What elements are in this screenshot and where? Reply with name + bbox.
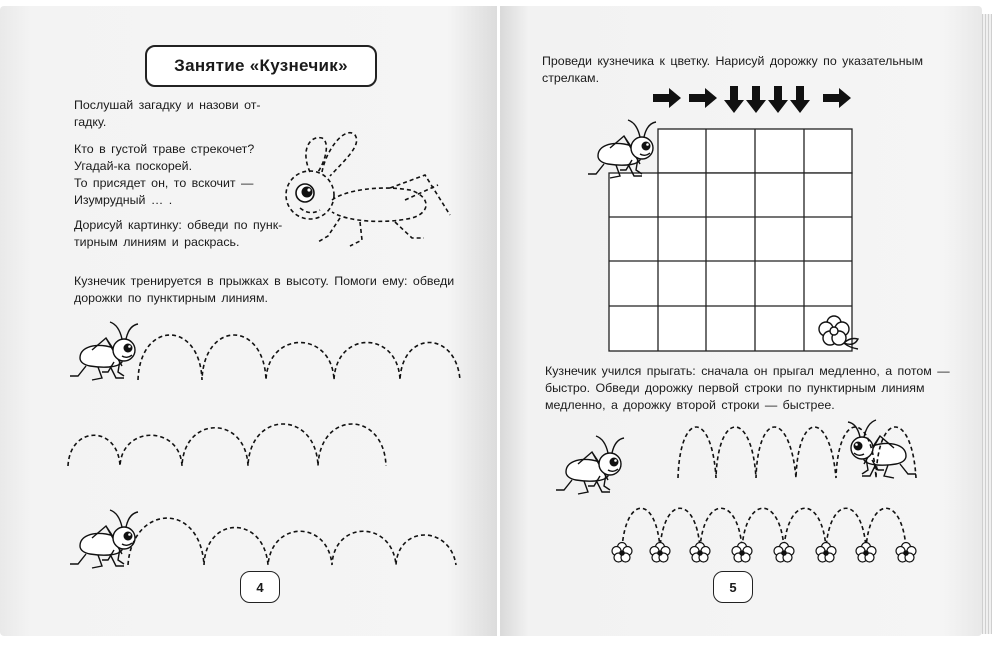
riddle-intro-line-2: гадку. [74,115,107,129]
arrow-right-icon [823,88,851,108]
speed-task-line-3: медленно, а дорожку второй строки — быстрее. [545,398,835,412]
drawing-task-line-1: Дорисуй картинку: обведи по пунк- [74,218,283,232]
page-number-right: 5 [713,571,753,603]
riddle-line-4: Изумрудный … . [74,193,173,207]
arrow-down-icon [790,86,810,113]
arrow-right-icon [689,88,717,108]
grid-task-line-2: стрелкам. [542,71,600,85]
maze-grid [609,129,852,351]
grid-task-line-1: Проведи кузнечика к цветку. Нарисуй дорожку по указательным [542,54,924,68]
speed-task-line-1: Кузнечик учился прыгать: сначала он прыгал медленно, а потом — [545,364,950,378]
arrow-down-icon [746,86,766,113]
dotted-grasshopper-drawing [286,133,450,246]
riddle-line-1: Кто в густой траве стрекочет? [74,142,255,156]
direction-arrows [653,86,851,113]
jump-path-row-1 [70,322,460,380]
riddle-intro-line-1: Послушай загадку и назови от- [74,98,261,112]
jump-path-row-3 [70,510,456,568]
drawing-task-line-2: тирным линиям и раскрась. [74,235,240,249]
fast-jump-row [612,508,916,562]
jump-task-line-2: дорожки по пунктирным линиям. [74,291,268,305]
arrow-down-icon [724,86,744,113]
jump-task-line-1: Кузнечик тренируется в прыжках в высоту. Помоги ему: обведи [74,274,455,288]
grid-grasshopper [588,120,656,178]
riddle-line-2: Угадай-ка поскорей. [74,159,193,173]
speed-task-line-2: быстро. Обведи дорожку первой строки по пунктирным линиям [545,381,925,395]
jump-path-row-2 [68,420,916,478]
speed-grasshopper [556,436,624,494]
arrow-right-icon [653,88,681,108]
lesson-title: Занятие «Кузнечик» [145,45,377,87]
riddle-line-3: То присядет он, то вскочит — [74,176,254,190]
arrow-down-icon [768,86,788,113]
page-number-left: 4 [240,571,280,603]
